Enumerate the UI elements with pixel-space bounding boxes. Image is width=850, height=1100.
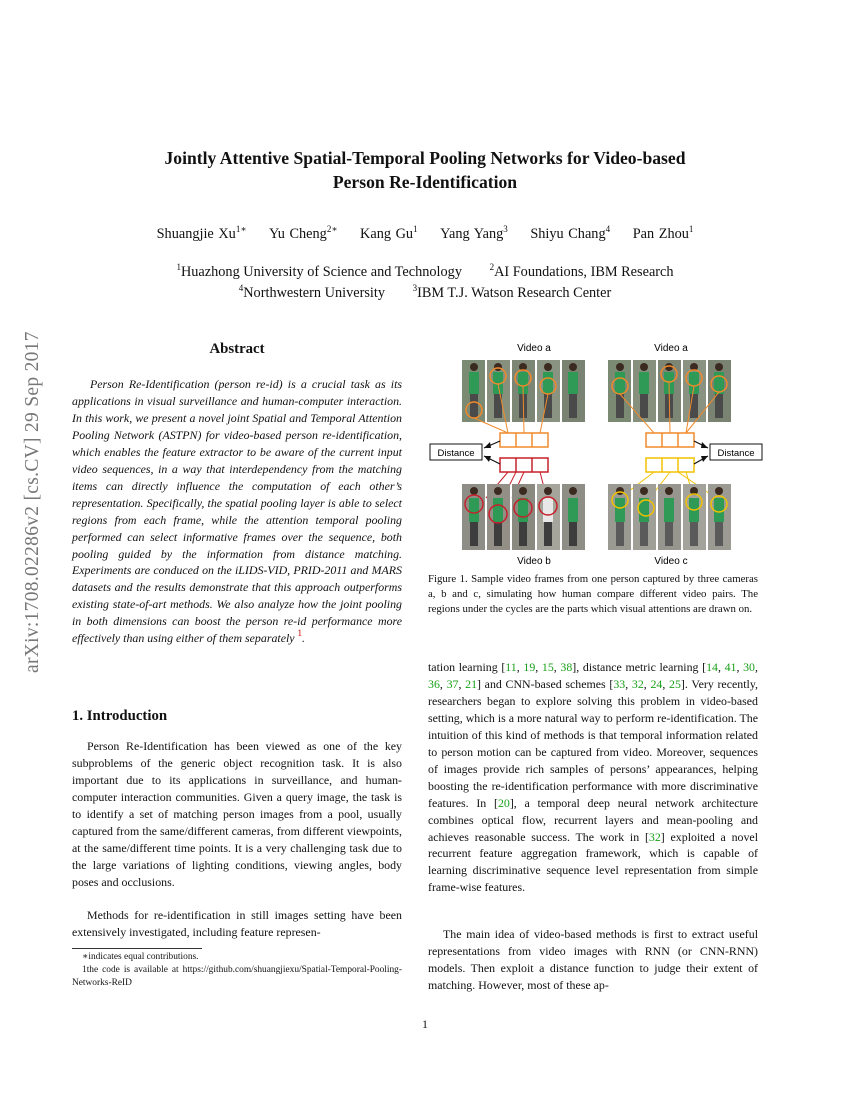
frames-video-b [462,484,585,550]
label-video-b: Video b [517,556,551,566]
author-list [60,226,790,243]
citation[interactable]: 38 [560,660,573,674]
citation[interactable]: 14 [706,660,718,674]
citation[interactable]: 15 [541,660,554,674]
author: Shiyu Chang$^4$ [530,224,611,242]
citation[interactable]: 21 [465,676,478,691]
footnote-2: 1the code is available at https://github.com/shuangjiexu/Spatial-Temporal-Pooling-Networks-ReID [72,965,402,988]
affiliation: $^1$Huazhong University of Science and Technology [176,262,462,280]
figure-1 [428,338,764,566]
author: Pan Zhou$^1$ [632,224,694,242]
citation[interactable]: 30 [743,660,755,674]
citation[interactable]: 24 [650,676,663,691]
citation[interactable]: 20 [497,795,510,810]
author: Yu Cheng$^{2∗}$ [269,224,338,242]
citation[interactable]: 36 [428,676,440,691]
affiliation: $^2$AI Foundations, IBM Research [489,262,674,280]
right-paragraph-1: tation learning [11, 19, 15, 38], distance metric learning [14, 41, 30, 36, 37, 21] and CNN-based schemes [33, 32, 24, 25]. Very recently, researchers began to explore solving this problem in video-based setting, which is a more natural way to perform re-identification. The intuition of this kind of methods is that temporal information related to person motion can be captured from video. Moreover, sequences of images provide rich samples of persons’ appearances, helping boosting the re-identification performance with more discriminative features. In [20], a temporal deep neural network architecture combines optical flow, recurrent layers and mean-pooling and achieves reasonable success. The work in [32] exploited a novel recurrent feature aggregation framework, which is capable of learning discriminative sequence level representation from simple frame-wise features. [428,660,758,895]
citation[interactable]: 33 [613,676,626,691]
frames-video-c [608,484,731,550]
author: Yang Yang$^3$ [440,224,508,242]
footnote-ref[interactable]: 1 [297,628,303,639]
author: Shuangjie $Xu^{1∗}$ [156,224,247,242]
label-video-a-left: Video a [517,343,551,354]
svg-text:Distance: Distance [717,448,755,459]
title-line-1: Jointly Attentive Spatial-Temporal Pooling Networks for Video-based [164,148,686,168]
intro-paragraph-2: Methods for re-identification in still images setting have been extensively investigated, including feature represen- [72,908,402,939]
page-number: 1 [422,1017,428,1031]
title-line-2: Person Re-Identification [332,172,518,192]
affiliations [60,262,790,304]
right-paragraph-2: The main idea of video-based methods is first to extract useful representations from video images with RNN (or CNN-RNN) models. Then exploit a distance function to judge their extent of matching. However, most of these ap- [428,927,758,992]
footnote-1: ∗indicates equal contributions. [82,952,199,962]
distance-box-left [430,441,500,464]
intro-paragraph-1: Person Re-Identification has been viewed as one of the key subproblems of the generic object recognition task. It is also important due to its applications in surveillance, and human-computer interaction communities. Given a query image, the task is to identify a set of matching person images from a pool, usually captured from the same/different cameras, from different viewpoints, at the same/different time points. It is a very challenging task due to the large variations of lighting conditions, viewing angles, body poses and occlusions. [72,739,402,889]
feature-boxes-left [474,384,548,508]
footnote-rule [72,948,202,949]
paper-title [60,146,790,194]
distance-box-right [694,441,762,464]
affiliation: $^3$IBM T.J. Watson Research Center [412,283,612,301]
affiliation: $^4$Northwestern University [238,283,385,301]
arxiv-identifier: arXiv:1708.02286v2 [cs.CV] 29 Sep 2017 [22,331,43,673]
abstract-text: Person Re-Identification (person re-id) is a crucial task as its applications in visual surveillance and human-computer interaction. In this work, we present a novel joint Spatial and Temporal Attention Pooling Network (ASTPN) for video-based person re-identification, which enables the feature extractor to be aware of the current input video sequences, in a way that interdependency from the matching items can directly influence the computation of each other’s representation. Specifically, the spatial pooling layer is able to select regions from each frame, while the attention temporal pooling performed can select informative frames over the sequence, both pooling guided by the information from distance matching. Experiments are conduced on the iLIDS-VID, PRID-2011 and MARS datasets and the results demonstrate that this approach outperforms existing state-of-art methods. We also analyze how the joint pooling in both dimensions can boost the person re-id performance more effectively than using either of them separately $^1$. [72,377,402,646]
svg-text:Distance: Distance [437,448,475,459]
figure-caption: Figure 1. Sample video frames from one person captured by three cameras a, b and c, simulating how human compare different video pairs. The regions under the cycles are the parts which visual attentions are drawn on. [428,573,758,615]
abstract-heading: Abstract [209,341,265,357]
citation[interactable]: 19 [523,660,536,674]
intro-heading: 1. Introduction [72,708,168,724]
label-video-c: Video c [654,556,688,566]
citation[interactable]: 37 [446,676,459,691]
citation[interactable]: 32 [631,676,644,691]
author: Kang Gu$^1$ [360,224,418,242]
citation[interactable]: 32 [648,829,661,844]
label-video-a-right: Video a [654,343,688,354]
citation[interactable]: 25 [669,676,681,691]
citation[interactable]: 11 [505,660,517,674]
citation[interactable]: 41 [724,660,737,674]
